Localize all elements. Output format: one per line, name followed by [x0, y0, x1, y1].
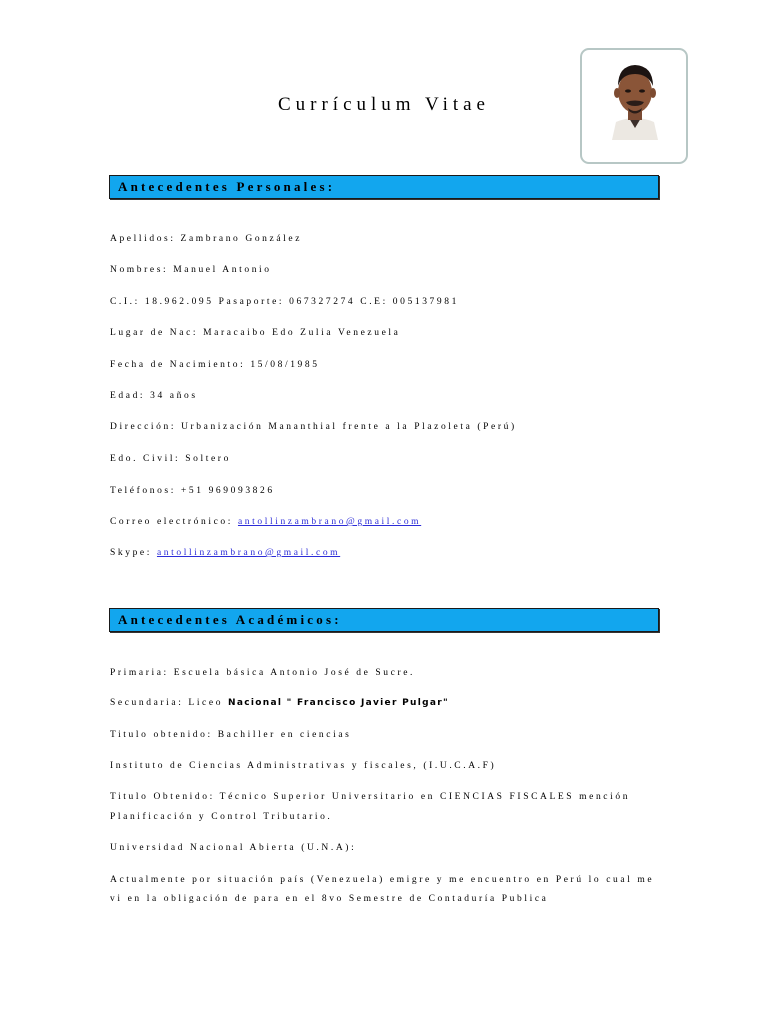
profile-photo-icon [598, 56, 672, 140]
field-titulo-tsu-line2: Planificación y Control Tributario. [110, 812, 333, 822]
field-direccion: Dirección: Urbanización Mananthial frente a la Plazoleta (Perú) [110, 422, 517, 432]
field-apellidos: Apellidos: Zambrano González [110, 234, 303, 244]
field-actualmente-line1: Actualmente por situación país (Venezuela) emigre y me encuentro en Perú lo cual me [110, 875, 655, 885]
field-estado-civil: Edo. Civil: Soltero [110, 454, 231, 464]
section-personal-header [109, 175, 659, 199]
field-ci: C.I.: 18.962.095 Pasaporte: 067327274 C.E: 005137981 [110, 297, 459, 307]
correo-label: Correo electrónico: [110, 517, 238, 527]
field-actualmente-line2: vi en la obligación de para en el 8vo Semestre de Contaduría Publica [110, 894, 549, 904]
section-academic-header [109, 608, 659, 632]
secundaria-label: Secundaria: Liceo [110, 698, 229, 708]
field-edad: Edad: 34 años [110, 391, 198, 401]
field-telefonos: Teléfonos: +51 969093826 [110, 486, 275, 496]
page-title: Currículum Vitae [277, 94, 490, 115]
secundaria-value: Nacional " Francisco Javier Pulgar" [228, 698, 449, 708]
profile-photo-frame [580, 48, 688, 164]
field-instituto: Instituto de Ciencias Administrativas y fiscales, (I.U.C.A.F) [110, 761, 497, 771]
field-fecha-nacimiento: Fecha de Nacimiento: 15/08/1985 [110, 360, 320, 370]
field-secundaria [110, 698, 449, 708]
field-nombres: Nombres: Manuel Antonio [110, 265, 272, 275]
field-lugar-nacimiento: Lugar de Nac: Maracaibo Edo Zulia Venezuela [110, 328, 401, 338]
section-academic-title: Antecedentes Académicos: [118, 612, 342, 627]
correo-link[interactable]: antollinzambrano@gmail.com [237, 517, 422, 527]
section-personal-title: Antecedentes Personales: [118, 179, 336, 194]
field-correo [110, 517, 421, 527]
skype-link[interactable]: antollinzambrano@gmail.com [156, 548, 341, 558]
field-skype [110, 548, 340, 558]
field-titulo-tsu-line1: Titulo Obtenido: Técnico Superior Universitario en CIENCIAS FISCALES mención [110, 792, 631, 802]
field-titulo-bachiller: Titulo obtenido: Bachiller en ciencias [110, 730, 352, 740]
skype-label: Skype: [110, 548, 157, 558]
field-universidad: Universidad Nacional Abierta (U.N.A): [110, 843, 357, 853]
field-primaria: Primaria: Escuela básica Antonio José de Sucre. [110, 668, 416, 678]
